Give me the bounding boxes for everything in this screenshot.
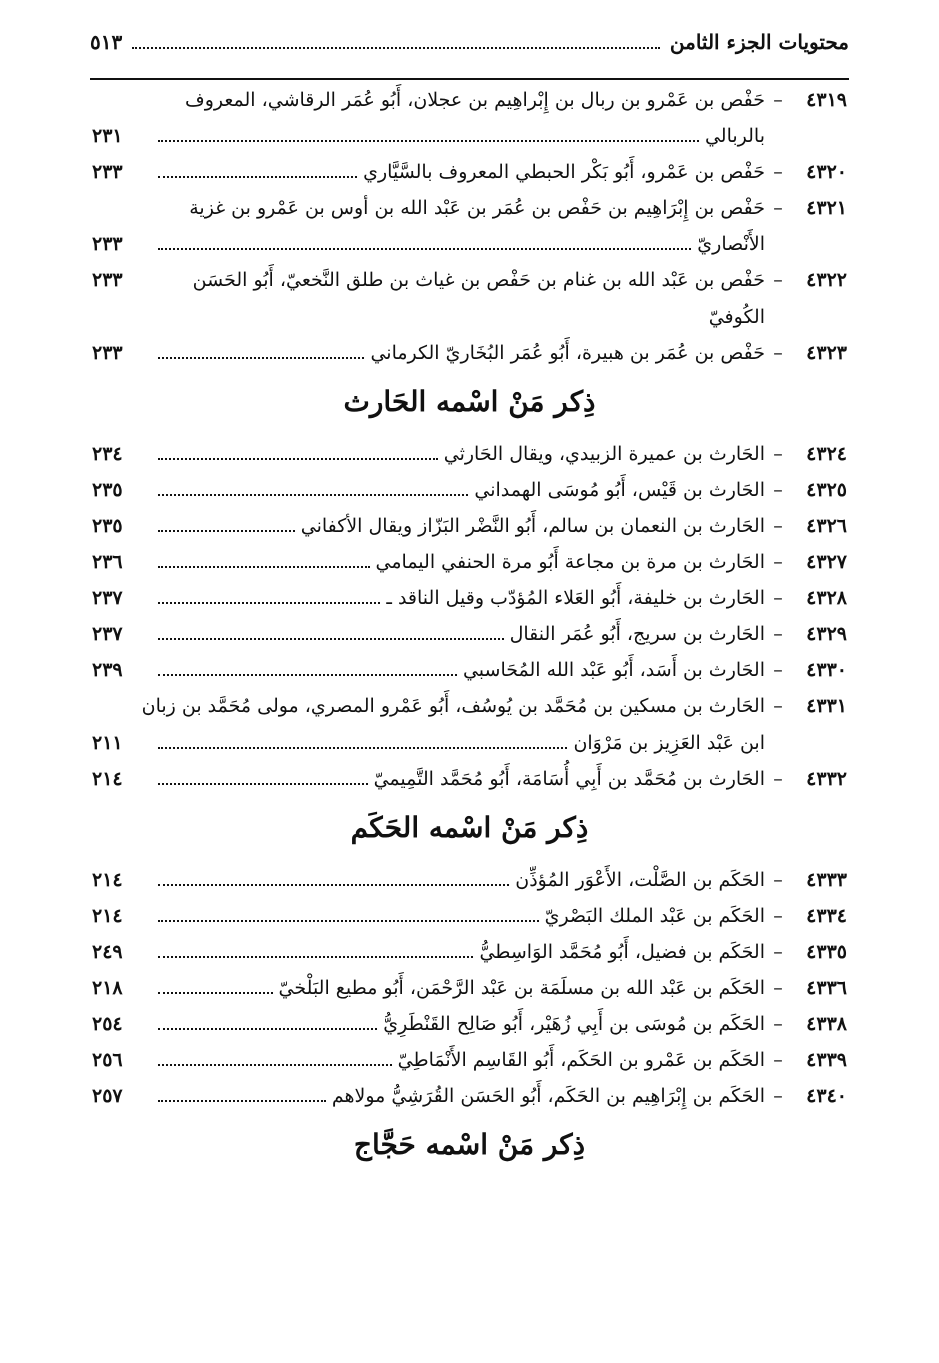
- entry-page: ٢٥٦: [92, 1049, 123, 1072]
- entry-number: ٤٣٣٣: [806, 868, 847, 891]
- leader-dots: [158, 920, 539, 922]
- leader-dots: [158, 176, 357, 178]
- entry-text: الحَارث بن سريج، أَبُو عُمَر النقال: [509, 623, 765, 646]
- leader-dots: [158, 494, 468, 496]
- entry-page: ٢١٤: [92, 904, 123, 927]
- toc-entry: ٤٣٢٨ – الحَارث بن خليفة، أَبُو العَلاء المُؤدّب وقيل الناقد ـ ٢٣٧: [92, 580, 847, 616]
- entries-group-hakam: [92, 862, 847, 1115]
- toc-entry: ٤٣٤٠ – الحَكَم بن إِبْرَاهِيم بن الحَكَم، أَبُو الحَسَن القُرَشِيُّ مولاهم ٢٥٧: [92, 1078, 847, 1114]
- leader-dots: [158, 566, 370, 568]
- toc-entry: ٤٣٢٣ – حَفْص بن عُمَر بن هبيرة، أَبُو عُمَر البُخَاريّ الكرماني ٢٣٣: [92, 335, 847, 371]
- entry-text: الحَكَم بن فضيل، أَبُو مُحَمَّد الوَاسِطيُّ: [479, 940, 765, 963]
- leader-dots: [158, 530, 295, 532]
- toc-entry: ٤٣٢١ – حَفْص بن إِبْرَاهِيم بن حَفْص بن عُمَر بن عَبْد الله بن أوس بن عَمْرو بن غزية الأَنْصاريّ ٢٣٣: [92, 190, 847, 262]
- leader-dots: [158, 1064, 392, 1066]
- entry-number: ٤٣٢٧: [806, 551, 847, 574]
- entry-number: ٤٣٢٨: [806, 587, 847, 610]
- entry-page: ٢١٤: [92, 767, 123, 790]
- entry-page: ٢٥٧: [92, 1085, 123, 1108]
- entry-page: ٢٣٤: [92, 442, 123, 465]
- leader-dots: [158, 638, 504, 640]
- entry-page: ٢٣٧: [92, 587, 123, 610]
- entry-page: ٢٣٣: [92, 161, 123, 184]
- entry-page: ٢٣٣: [92, 341, 123, 364]
- running-header: [90, 30, 849, 80]
- entry-page: ٢٣٧: [92, 623, 123, 646]
- entry-text: حَفْص بن إِبْرَاهِيم بن حَفْص بن عُمَر بن عَبْد الله بن أوس بن عَمْرو بن غزية: [189, 197, 765, 220]
- entry-page: ٢٥٤: [92, 1013, 123, 1036]
- entry-number: ٤٣٢٤: [806, 442, 847, 465]
- entry-text: حَفْص بن عَمْرو بن ربال بن إِبْراهِيم بن عجلان، أَبُو عُمَر الرقاشي، المعروف: [185, 89, 765, 111]
- entry-page: ٢١١: [92, 731, 123, 754]
- leader-dots: [158, 602, 380, 604]
- entry-page: ٢١٤: [92, 868, 123, 891]
- entry-page: ٢٣٥: [92, 514, 123, 537]
- section-heading-harith: ذِكر مَنْ اسْمه الحَارث: [343, 384, 596, 418]
- entry-number: ٤٣٣٦: [806, 976, 847, 999]
- toc-entry: ٤٣٣٨ – الحَكَم بن مُوسَى بن أَبِي زُهَيْر، أَبُو صَالِح القَنْطَرِيُّ ٢٥٤: [92, 1006, 847, 1042]
- entry-number: ٤٣٣١: [806, 695, 847, 718]
- entry-text: الحَكَم بن عَمْرو بن الحَكَم، أَبُو القَاسِم الأَنْمَاطِيّ: [397, 1049, 765, 1072]
- section-heading-hakam: ذِكر مَنْ اسْمه الحَكَم: [350, 810, 589, 844]
- section-heading-hajjaj: ذِكر مَنْ اسْمه حَجَّاج: [353, 1128, 586, 1162]
- toc-entry: ٤٣٣٦ – الحَكَم بن عَبْد الله بن مسلَمَة بن عَبْد الرَّحْمَن، أَبُو مطيع البَلْخيّ ٢١٨: [92, 970, 847, 1006]
- entry-page: ٢٣١: [92, 125, 123, 148]
- leader-dots: [158, 884, 509, 886]
- toc-entry: ٤٣١٩ – حَفْص بن عَمْرو بن ربال بن إِبْراهِيم بن عجلان، أَبُو عُمَر الرقاشي، المعروف بالربالي ٢٣١: [92, 82, 847, 154]
- entry-number: ٤٣٣٥: [806, 940, 847, 963]
- entry-page: ٢٣٩: [92, 659, 123, 682]
- header-page-number: ٥١٣: [90, 30, 123, 54]
- entry-number: ٤٣٢٥: [806, 478, 847, 501]
- leader-dots: [158, 248, 691, 250]
- entry-number: ٤٣٢٦: [806, 514, 847, 537]
- leader-dots: [158, 458, 438, 460]
- leader-dots: [158, 1028, 377, 1030]
- toc-entry: ٤٣٣٤ – الحَكَم بن عَبْد الملك البَصْريّ ٢١٤: [92, 898, 847, 934]
- entry-number: ٤٣٣٢: [806, 767, 847, 790]
- entry-number: ٤٣٢٠: [806, 161, 847, 184]
- entry-page: ٢٣٣: [92, 269, 123, 292]
- entry-text: الحَارث بن أَسَد، أَبُو عَبْد الله المُحَاسبي: [462, 659, 765, 682]
- entry-text: الحَكَم بن إِبْرَاهِيم بن الحَكَم، أَبُو الحَسَن القُرَشِيُّ مولاهم: [331, 1085, 765, 1108]
- entry-text: حَفْص بن عَبْد الله بن غنام بن حَفْص بن غياث بن طلق النَّخعيّ، أَبُو الحَسَن الكُوفيّ: [192, 269, 765, 328]
- entry-text: الحَارث بن خليفة، أَبُو العَلاء المُؤدّب وقيل الناقد ـ: [386, 587, 765, 610]
- entry-text: الحَارث بن عميرة الزبيدي، ويقال الحَارثي: [443, 442, 765, 465]
- entry-number: ٤٣٤٠: [806, 1085, 847, 1108]
- toc-entry: ٤٣٣٩ – الحَكَم بن عَمْرو بن الحَكَم، أَبُو القَاسِم الأَنْمَاطِيّ ٢٥٦: [92, 1042, 847, 1078]
- leader-dots: [158, 783, 368, 785]
- leader-dots: [158, 1100, 326, 1102]
- entry-text-cont: بالربالي: [704, 125, 765, 148]
- entry-text: الحَارث بن قَيْس، أَبُو مُوسَى الهمداني: [474, 478, 765, 501]
- toc-entry: ٤٣٢٧ – الحَارث بن مرة بن مجاعة أَبُو مرة الحنفي اليمامي ٢٣٦: [92, 544, 847, 580]
- toc-entry: ٤٣٢٦ – الحَارث بن النعمان بن سالم، أَبُو النَّضْر البَزّاز ويقال الأكفاني ٢٣٥: [92, 508, 847, 544]
- entry-text: الحَارث بن مرة بن مجاعة أَبُو مرة الحنفي اليمامي: [375, 551, 765, 574]
- leader-dots: [158, 992, 273, 994]
- entry-text: الحَارث بن مُحَمَّد بن أَبِي أُسَامَة، أَبُو مُحَمَّد التَّمِيميّ: [373, 767, 765, 790]
- entry-text-cont: الأَنْصاريّ: [697, 233, 765, 256]
- entry-number: ٤٣٣٨: [806, 1013, 847, 1036]
- leader-dots: [158, 357, 364, 359]
- entry-page: ٢٣٦: [92, 551, 123, 574]
- leader-dots: [158, 956, 473, 958]
- entry-number: ٤٣٢٣: [806, 341, 847, 364]
- entry-text: الحَكَم بن الصَّلْت، الأَعْوَر المُؤذِّن: [515, 868, 765, 891]
- entry-number: ٤٣١٩: [806, 89, 847, 111]
- entry-page: ٢٤٩: [92, 940, 123, 963]
- toc-entry: ٤٣٢٠ – حَفْص بن عَمْرو، أَبُو بَكْر الحبطي المعروف بالسَّيَّاري ٢٣٣: [92, 154, 847, 190]
- entry-text: حَفْص بن عَمْرو، أَبُو بَكْر الحبطي المعروف بالسَّيَّاري: [363, 161, 765, 184]
- toc-entry: ٤٣٢٥ – الحَارث بن قَيْس، أَبُو مُوسَى الهمداني ٢٣٥: [92, 472, 847, 508]
- entry-text: الحَكَم بن عَبْد الله بن مسلَمَة بن عَبْد الرَّحْمَن، أَبُو مطيع البَلْخيّ: [278, 976, 765, 999]
- entry-number: ٤٣٣٩: [806, 1049, 847, 1072]
- entry-number: ٤٣٣٤: [806, 904, 847, 927]
- leader-dots: [158, 140, 699, 142]
- leader-dots: [158, 674, 457, 676]
- entry-page: ٢٣٣: [92, 233, 123, 256]
- entry-number: ٤٣٢٩: [806, 623, 847, 646]
- entry-text: الحَارث بن النعمان بن سالم، أَبُو النَّضْر البَزّاز ويقال الأكفاني: [300, 514, 765, 537]
- entries-group-harith: [92, 436, 847, 797]
- toc-entry: ٤٣٣٣ – الحَكَم بن الصَّلْت، الأَعْوَر المُؤذِّن ٢١٤: [92, 862, 847, 898]
- entry-number: ٤٣٣٠: [806, 659, 847, 682]
- entry-text-cont: ابن عَبْد العَزِيز بن مَرْوَان: [573, 731, 765, 754]
- entry-page: ٢١٨: [92, 976, 123, 999]
- toc-entry: ٤٣٢٩ – الحَارث بن سريج، أَبُو عُمَر النقال ٢٣٧: [92, 616, 847, 652]
- toc-entry: ٤٣٢٤ – الحَارث بن عميرة الزبيدي، ويقال الحَارثي ٢٣٤: [92, 436, 847, 472]
- toc-entry: ٤٣٣١ – الحَارث بن مسكين بن مُحَمَّد بن يُوسُف، أَبُو عَمْرو المصري، مولى مُحَمَّد بن زبان ابن عَبْد العَزِيز بن مَرْوَان ٢١١: [92, 688, 847, 760]
- leader-dots: [158, 747, 567, 749]
- toc-entry: ٤٣٢٢ – حَفْص بن عَبْد الله بن غنام بن حَفْص بن غياث بن طلق النَّخعيّ، أَبُو الحَسَن الكُوفيّ ٢٣٣: [92, 262, 847, 334]
- entries-group-hafs: [92, 82, 847, 371]
- entry-text: الحَكَم بن عَبْد الملك البَصْريّ: [544, 904, 765, 927]
- entry-number: ٤٣٢١: [806, 197, 847, 220]
- entry-text: الحَكَم بن مُوسَى بن أَبِي زُهَيْر، أَبُو صَالِح القَنْطَرِيُّ: [383, 1013, 765, 1036]
- toc-entry: ٤٣٣٥ – الحَكَم بن فضيل، أَبُو مُحَمَّد الوَاسِطيُّ ٢٤٩: [92, 934, 847, 970]
- toc-entry: ٤٣٣٠ – الحَارث بن أَسَد، أَبُو عَبْد الله المُحَاسبي ٢٣٩: [92, 652, 847, 688]
- entry-text: الحَارث بن مسكين بن مُحَمَّد بن يُوسُف، أَبُو عَمْرو المصري، مولى مُحَمَّد بن زبان: [141, 695, 765, 718]
- header-title: محتويات الجزء الثامن: [669, 30, 849, 54]
- entry-number: ٤٣٢٢: [806, 269, 847, 292]
- entry-text: حَفْص بن عُمَر بن هبيرة، أَبُو عُمَر البُخَاريّ الكرماني: [370, 341, 765, 364]
- entry-page: ٢٣٥: [92, 478, 123, 501]
- toc-entry: ٤٣٣٢ – الحَارث بن مُحَمَّد بن أَبِي أُسَامَة، أَبُو مُحَمَّد التَّمِيميّ ٢١٤: [92, 761, 847, 797]
- header-leader: [132, 47, 660, 49]
